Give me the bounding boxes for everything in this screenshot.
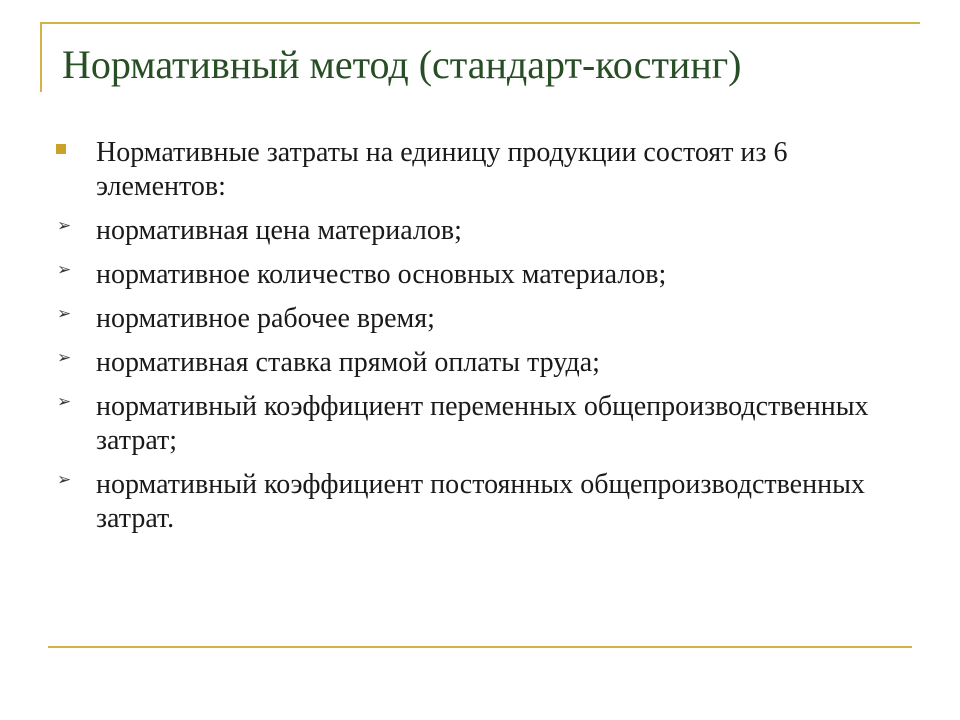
- chevron-bullet-icon: ➢: [57, 216, 72, 236]
- list-item-text: нормативный коэффициент переменных общепроизводственных затрат;: [96, 391, 869, 456]
- bullet-list: [56, 136, 896, 546]
- list-item: [56, 346, 896, 380]
- list-item-text: нормативное рабочее время;: [96, 303, 435, 334]
- list-item-text: нормативное количество основных материалов;: [96, 259, 667, 290]
- chevron-bullet-icon: ➢: [57, 470, 72, 490]
- slide-title: Нормативный метод (стандарт-костинг): [62, 42, 742, 87]
- list-item-text: нормативный коэффициент постоянных общепроизводственных затрат.: [96, 469, 865, 534]
- chevron-bullet-icon: ➢: [57, 304, 72, 324]
- list-item-intro: [56, 136, 896, 204]
- chevron-bullet-icon: ➢: [57, 392, 72, 412]
- list-item-text: нормативная ставка прямой оплаты труда;: [96, 347, 600, 378]
- list-item: [56, 468, 896, 536]
- list-item: [56, 258, 896, 292]
- list-item-text: Нормативные затраты на единицу продукции состоят из 6 элементов:: [96, 137, 788, 202]
- list-item: [56, 302, 896, 336]
- list-item: [56, 214, 896, 248]
- frame-left-line: [40, 22, 42, 92]
- frame-bottom-line: [48, 646, 912, 648]
- square-bullet-icon: [56, 144, 66, 154]
- list-item-text: нормативная цена материалов;: [96, 215, 462, 246]
- chevron-bullet-icon: ➢: [57, 348, 72, 368]
- chevron-bullet-icon: ➢: [57, 260, 72, 280]
- frame-top-line: [40, 22, 920, 24]
- list-item: [56, 390, 896, 458]
